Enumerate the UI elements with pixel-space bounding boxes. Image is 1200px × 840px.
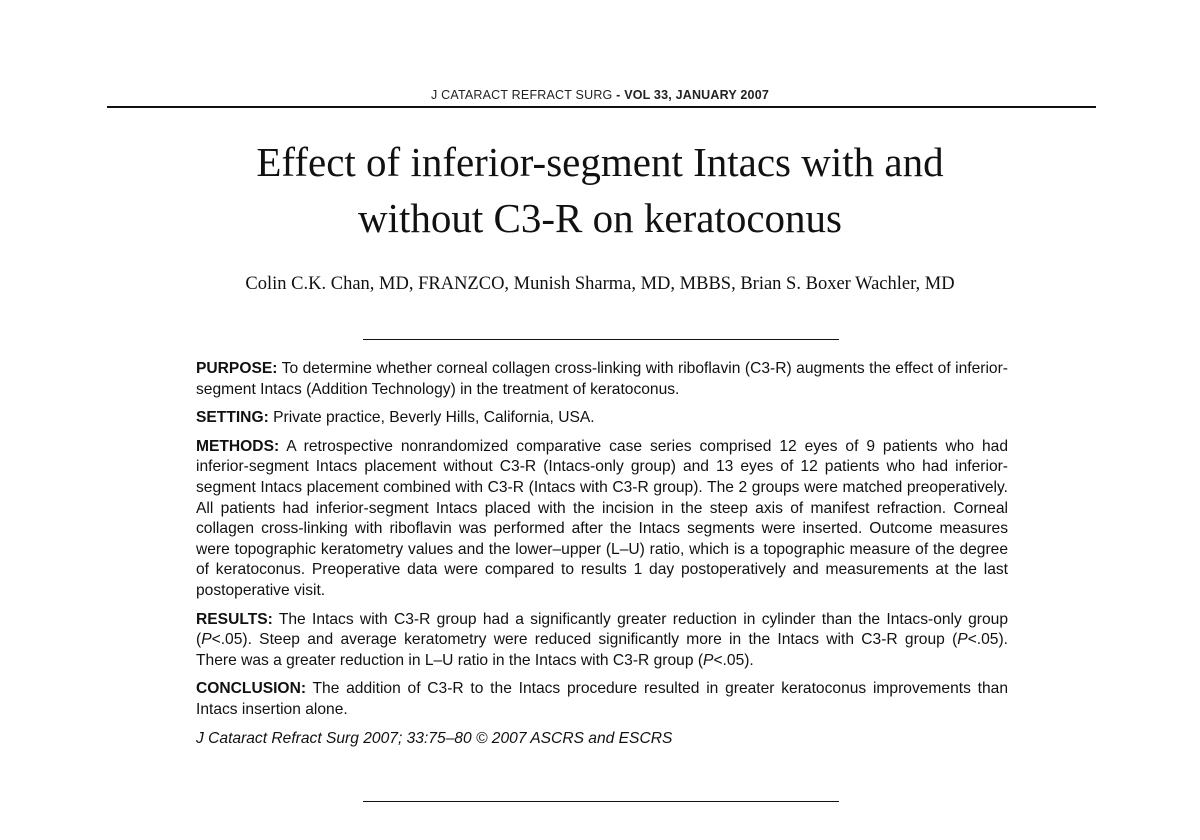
purpose-text: To determine whether corneal collagen cross-linking with riboflavin (C3-R) augments the effect of inferior-segment Intacs (Addition Technology) in the treatment of keratoconus.: [196, 360, 1008, 398]
running-head: [0, 88, 1200, 102]
title-line-2: without C3-R on keratoconus: [358, 195, 842, 241]
abstract-bottom-rule: [363, 801, 839, 802]
abstract-top-rule: [363, 339, 839, 340]
title-line-1: Effect of inferior-segment Intacs with and: [256, 139, 944, 185]
setting-text: Private practice, Beverly Hills, California, USA.: [268, 409, 595, 427]
journal-name: J CATARACT REFRACT SURG: [431, 88, 613, 102]
results-text-3: <.05). There was a greater reduction in L–U ratio in the Intacs with C3-R group (: [196, 631, 1008, 669]
abstract: [196, 359, 1008, 749]
results-text-1: The Intacs with C3-R group had a significantly greater reduction in cylinder than the Intacs-only group (: [196, 610, 1008, 649]
setting-label: SETTING:: [196, 409, 269, 427]
header-separator: -: [612, 88, 625, 102]
conclusion-label: CONCLUSION:: [196, 680, 307, 698]
abstract-conclusion: [196, 679, 1008, 720]
citation: J Cataract Refract Surg 2007; 33:75–80 © 2007 ASCRS and ESCRS: [196, 729, 673, 747]
results-text-4: <.05).: [713, 651, 754, 669]
conclusion-text: The addition of C3-R to the Intacs procedure resulted in greater keratoconus improvements than Intacs insertion alone.: [196, 680, 1008, 718]
abstract-setting: [196, 408, 1008, 429]
p-value-symbol: P: [957, 631, 968, 649]
author-list: Colin C.K. Chan, MD, FRANZCO, Munish Sharma, MD, MBBS, Brian S. Boxer Wachler, MD: [245, 274, 955, 294]
purpose-label: PURPOSE:: [196, 360, 278, 377]
results-label: RESULTS:: [196, 610, 273, 628]
abstract-methods: [196, 437, 1008, 602]
volume-date: VOL 33, JANUARY 2007: [624, 88, 769, 102]
p-value-symbol: P: [201, 631, 212, 649]
article-title: [0, 134, 1200, 246]
abstract-results: [196, 610, 1008, 672]
abstract-purpose: [196, 359, 1008, 400]
methods-text: A retrospective nonrandomized comparative case series comprised 12 eyes of 9 patients who had inferior-segment Intacs placement without C3-R (Intacs-only group) and 13 eyes of 12 patients who had inferior-segment Intacs placement combined with C3-R (Intacs with C3-R group). The 2 groups were matched preoperatively. All patients had inferior-segment Intacs placed with the incision in the steep axis of manifest refraction. Corneal collagen cross-linking with riboflavin was performed after the Intacs segments were inserted. Outcome measures were topographic keratometry values and the lower–upper (L–U) ratio, which is a topographic measure of the degree of keratoconus. Preoperative data were compared to results 1 day postoperatively and measurements at the last postoperative visit.: [196, 437, 1008, 599]
p-value-symbol: P: [703, 651, 714, 669]
results-text-2: <.05). Steep and average keratometry were reduced significantly more in the Intacs with C3-R group (: [211, 631, 958, 649]
methods-label: METHODS:: [196, 437, 280, 455]
header-rule: [107, 106, 1096, 108]
